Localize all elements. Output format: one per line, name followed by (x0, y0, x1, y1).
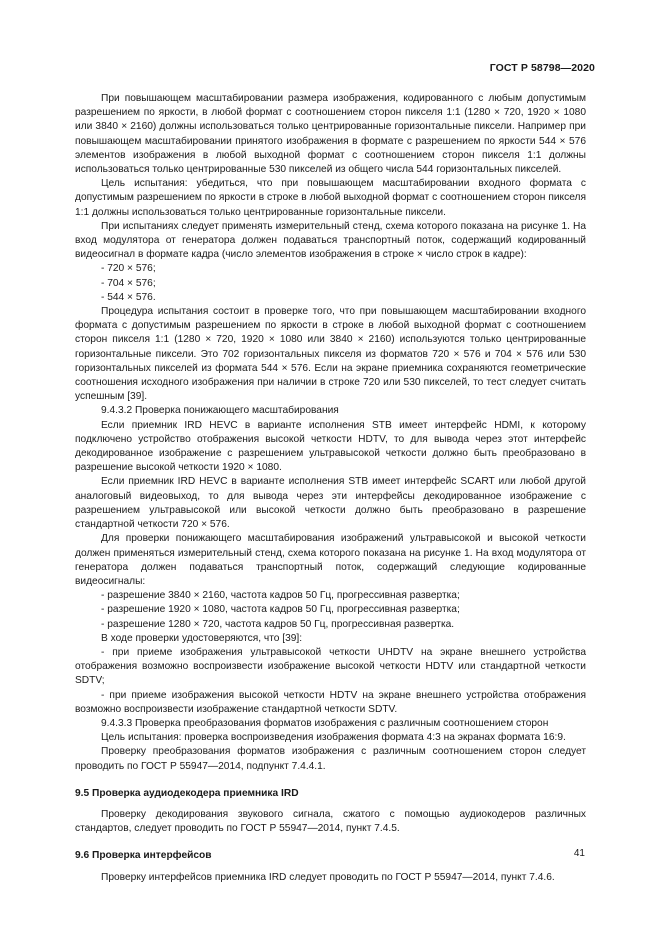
section-heading: 9.6 Проверка интерфейсов (75, 850, 212, 862)
list-item: - разрешение 1920 × 1080, частота кадров 50 Гц, прогрессивная развертка; (101, 604, 460, 616)
paragraph: Цель испытания: проверка воспроизведения изображения формата 4:3 на экранах формата 16:9. (101, 732, 566, 744)
paragraph: Проверку преобразования форматов изображения с различным соотношением сторон следует проводить по ГОСТ Р 55947—2014, подпункт 7.4.4.1. (75, 746, 586, 772)
paragraph: Цель испытания: убедиться, что при повышающем масштабировании входного формата с допустимым разрешением по яркости в строке в любой выходной формат с соотношением сторон пикселя 1:1 должны использоваться только центрированные горизонтальные пиксели. (75, 178, 586, 218)
paragraph: Для проверки понижающего масштабирования изображений ультравысокой и высокой четкости должен применяться измерительный стенд, схема которого показана на рисунке 1. На вход модулятора от генератора должен подаваться транспортный поток, содержащий следующие кодированные видеосигналы: (75, 533, 586, 587)
paragraph: Если приемник IRD HEVC в варианте исполнения STB имеет интерфейс SCART или любой другой аналоговый видеовыход, то для вывода через эти интерфейсы декодированное изображение с разрешением ультравысокой или высокой четкости должно быть преобразовано в разрешение стандартной четкости 720 × 576. (75, 476, 586, 531)
list-item: - 544 × 576. (101, 291, 156, 303)
paragraph: При испытаниях следует применять измерительный стенд, схема которого показана на рисунке 1. На вход модулятора от генератора должен подаваться транспортный поток, содержащий кодированный видеосигнал в формате кадра (число элементов изображения в строке × число строк в кадре): (75, 220, 586, 261)
paragraph: Если приемник IRD HEVC в варианте исполнения STB имеет интерфейс HDMI, к которому подключено устройство отображения высокой четкости HDTV, то для вывода через этот интерфейс декодированное изображение с разрешением ультравысокой четкости должно быть преобразовано в разрешение высокой четкости 1920 × 1080. (75, 419, 586, 474)
paragraph: Процедура испытания состоит в проверке того, что при повышающем масштабировании входного формата с допустимым разрешением по яркости в строке в любой выходной формат с соотношением сторон пикселя 1:1 (1280 × 720, 1920 × 1080 или 3840 × 2160) используются только центрированные горизонтальные пиксели. Это 702 горизонтальных пикселя из форматов 720 × 576 и 704 × 576 или 530 горизонтальных пикселей из формата 544 × 576. Если на экране приемника сохраняются геометрические соотношения исходного изображения при наличии в строке 720 или 530 пикселей, то тест следует считать успешным [39]. (75, 306, 586, 403)
page-number: 41 (573, 848, 585, 859)
standard-header: ГОСТ Р 58798—2020 (489, 62, 595, 74)
subsection-title: 9.4.3.3 Проверка преобразования форматов изображения с различным соотношением сторон (101, 717, 549, 729)
paragraph: Проверку интерфейсов приемника IRD следует проводить по ГОСТ Р 55947—2014, пункт 7.4.6. (101, 871, 555, 883)
paragraph: - при приеме изображения ультравысокой четкости UHDTV на экране внешнего устройства отображения возможно воспроизвести изображение высокой четкости HDTV или стандартной четкости SDTV; (75, 646, 586, 687)
document-body (75, 92, 586, 885)
list-item: - 720 × 576; (101, 263, 156, 275)
paragraph: В ходе проверки удостоверяются, что [39]: (101, 632, 303, 644)
list-item: - разрешение 1280 × 720, частота кадров 50 Гц, прогрессивная развертка. (101, 618, 455, 630)
paragraph: - при приеме изображения высокой четкости HDTV на экране внешнего устройства отображения возможно воспроизвести изображение стандартной четкости SDTV. (75, 689, 586, 715)
list-item: - разрешение 3840 × 2160, частота кадров 50 Гц, прогрессивная развертка; (101, 590, 460, 602)
paragraph: Проверку декодирования звукового сигнала, сжатого с помощью аудиокодеров различных стандартов, следует проводить по ГОСТ Р 55947—2014, пункт 7.4.5. (75, 808, 586, 835)
subsection-title: 9.4.3.2 Проверка понижающего масштабирования (101, 405, 339, 417)
section-heading: 9.5 Проверка аудиодекодера приемника IRD (75, 787, 299, 799)
paragraph: При повышающем масштабировании размера изображения, кодированного с любым допустимым разрешением по яркости, в любой формат с соотношением сторон пикселя 1:1 (1280 × 720, 1920 × 1080 или 3840 × 2160) должны использоваться только центрированные горизонтальные пиксели. Например при повышающем масштабировании принятого изображения в формате с разрешением по яркости 544 × 576 элементов изображения в любой выходной формат с соотношением сторон пикселя 1:1 должны использоваться только центрированные 530 пикселей из общего числа 544 горизонтальных пикселей. (75, 93, 586, 176)
list-item: - 704 × 576; (101, 277, 156, 289)
